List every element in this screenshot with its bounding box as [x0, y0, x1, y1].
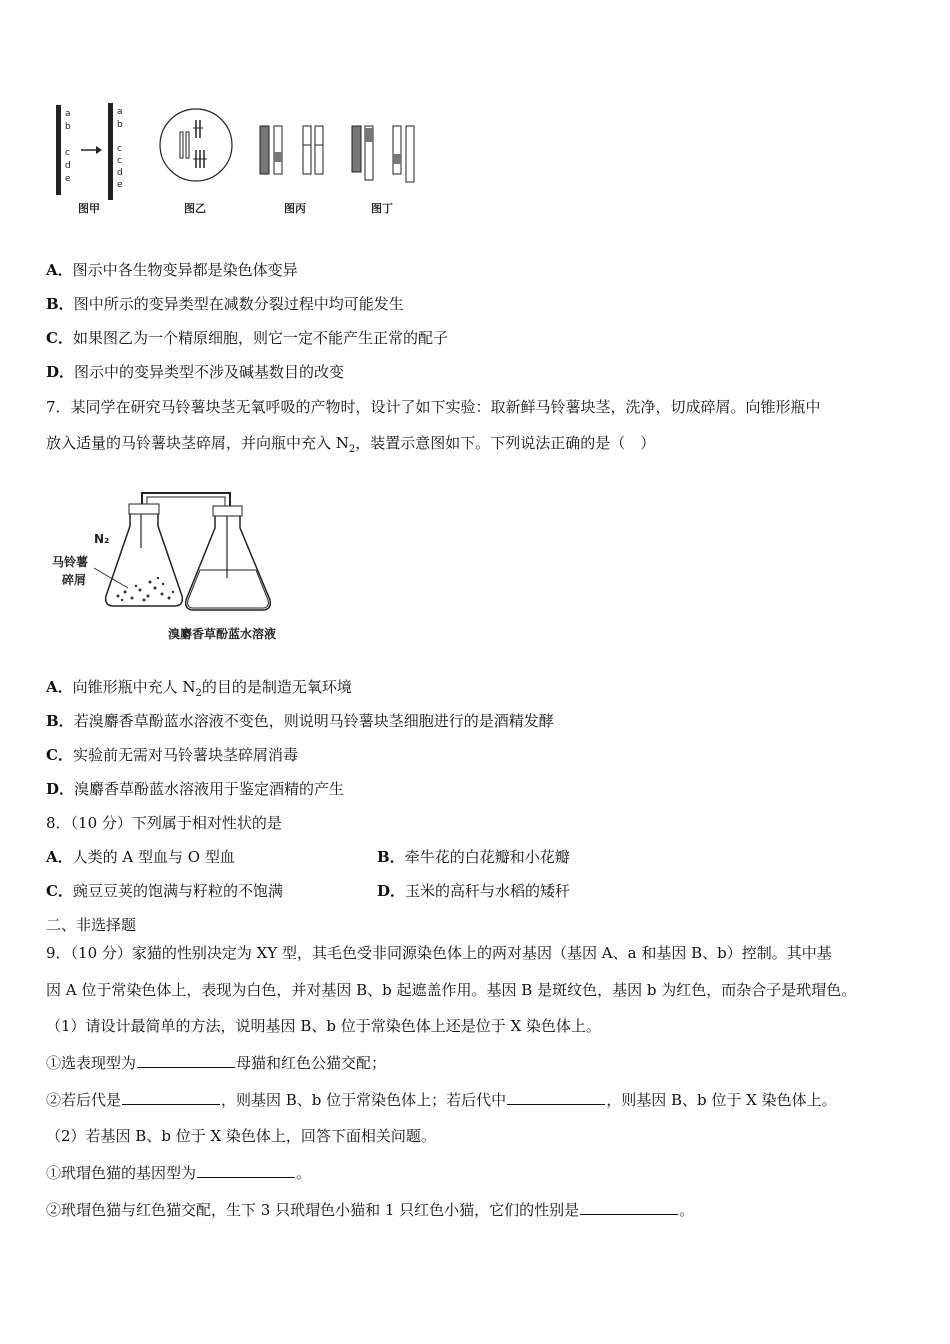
q8-option-d: D．玉米的高秆与水稻的矮秆 [377, 882, 571, 900]
potato-crumbs [117, 577, 175, 602]
q9-line2: 因 A 位于常染色体上，表现为白色，并对基因 B、b 起遮盖作用。基因 B 是斑纹色，基因 b 为红色，而杂合子是玳瑁色。 [46, 981, 857, 999]
flask-stopper [129, 504, 159, 514]
answer-blank[interactable] [580, 1200, 678, 1215]
gene-label: d [117, 168, 123, 178]
q8-option-b: B．牵牛花的白花瓣和小花瓣 [377, 848, 570, 866]
q8-option-a: A．人类的 A 型血与 O 型血 [46, 848, 235, 866]
q9-step1: ①选表现型为 母猫和红色公猫交配； [46, 1054, 387, 1072]
chromosome-duplicated [108, 103, 113, 200]
chromosome-segment [274, 152, 282, 162]
right-flask [186, 512, 271, 610]
q7-stem-line2: 放入适量的马铃薯块茎碎屑，并向瓶中充入 $N_2$，装置示意图如下。下列说法正确的是（ ） [46, 434, 656, 455]
gene-label: b [65, 122, 71, 132]
answer-blank[interactable] [197, 1163, 295, 1178]
gene-label: c [117, 144, 122, 154]
q9-step2: ②若后代是 ，则基因 B、b 位于常染色体上；若后代中 ，则基因 B、b 位于 X 染色体上。 [46, 1091, 837, 1109]
indicator-solution [188, 570, 269, 608]
gene-label: d [65, 161, 71, 171]
answer-blank[interactable] [122, 1090, 220, 1105]
solution-label: 溴麝香草酚蓝水溶液 [168, 627, 277, 641]
q6-option-a: A．图示中各生物变异都是染色体变异 [46, 261, 298, 279]
chromosome-segment [393, 154, 401, 164]
gene-label: c [117, 156, 122, 166]
gene-label: b [117, 120, 123, 130]
q6-option-d: D．图示中的变异类型不涉及碱基数目的改变 [46, 363, 345, 381]
chromosome-white [393, 126, 401, 174]
q9-step3: ①玳瑁色猫的基因型为 。 [46, 1164, 312, 1182]
answer-blank[interactable] [137, 1053, 235, 1068]
q8-stem: 8．（10 分）下列属于相对性状的是 [46, 814, 282, 832]
q8-option-c: C．豌豆豆荚的饱满与籽粒的不饱满 [46, 882, 283, 900]
chromosome-variation-figure [46, 100, 446, 225]
chromosome-white [274, 126, 282, 174]
gene-label: c [65, 148, 70, 158]
n2-label: N₂ [94, 532, 110, 546]
caption-yi: 图乙 [184, 202, 206, 215]
q9-part1: （1）请设计最简单的方法，说明基因 B、b 位于常染色体上还是位于 X 染色体上。 [46, 1017, 601, 1035]
flask-stopper [213, 506, 242, 516]
chromosome-hatched [260, 126, 269, 174]
chromosome-white [406, 126, 414, 182]
crumb-label: 碎屑 [62, 573, 87, 587]
caption-ding: 图丁 [371, 202, 393, 215]
caption-bing: 图丙 [284, 202, 306, 215]
q7-option-c: C．实验前无需对马铃薯块茎碎屑消毒 [46, 746, 298, 764]
potato-label: 马铃薯 [52, 555, 89, 569]
answer-blank[interactable] [507, 1090, 605, 1105]
cell-circle [160, 109, 232, 181]
q7-option-b: B．若溴麝香草酚蓝水溶液不变色，则说明马铃薯块茎细胞进行的是酒精发酵 [46, 712, 554, 730]
q9-step4: ②玳瑁色猫与红色猫交配，生下 3 只玳瑁色小猫和 1 只红色小猫，它们的性别是 。 [46, 1201, 695, 1219]
left-flask [106, 510, 183, 606]
chromosome-bar [180, 132, 183, 158]
section-heading: 二、非选择题 [46, 916, 137, 934]
q9-line1: 9．（10 分）家猫的性别决定为 XY 型，其毛色受非同源染色体上的两对基因（基因 A、a 和基因 B、b）控制。其中基 [46, 944, 832, 962]
q7-stem-line1: 7．某同学在研究马铃薯块茎无氧呼吸的产物时，设计了如下实验：取新鲜马铃薯块茎，洗净，切成碎屑。向锥形瓶中 [46, 398, 821, 416]
apparatus-figure [50, 488, 330, 648]
q9-part2: （2）若基因 B、b 位于 X 染色体上，回答下面相关问题。 [46, 1127, 436, 1145]
pointer-line [94, 568, 128, 588]
q7-option-a: A．向锥形瓶中充人 $N_2$的目的是制造无氧环境 [46, 678, 352, 699]
gene-label: a [65, 109, 71, 119]
gene-label: e [117, 180, 123, 190]
arrowhead-icon [96, 146, 102, 154]
chromosome-white [303, 126, 311, 174]
gene-label: e [65, 174, 71, 184]
chromosome-original [56, 105, 61, 195]
q7-option-d: D．溴麝香草酚蓝水溶液用于鉴定酒精的产生 [46, 780, 345, 798]
q6-option-b: B．图中所示的变异类型在减数分裂过程中均可能发生 [46, 295, 404, 313]
gene-label: a [117, 107, 123, 117]
chromosome-white [315, 126, 323, 174]
q6-option-c: C．如果图乙为一个精原细胞，则它一定不能产生正常的配子 [46, 329, 448, 347]
chromosome-segment [365, 128, 373, 142]
chromosome-bar [186, 132, 189, 158]
chromosome-hatched [352, 126, 361, 172]
caption-jia: 图甲 [78, 202, 100, 215]
